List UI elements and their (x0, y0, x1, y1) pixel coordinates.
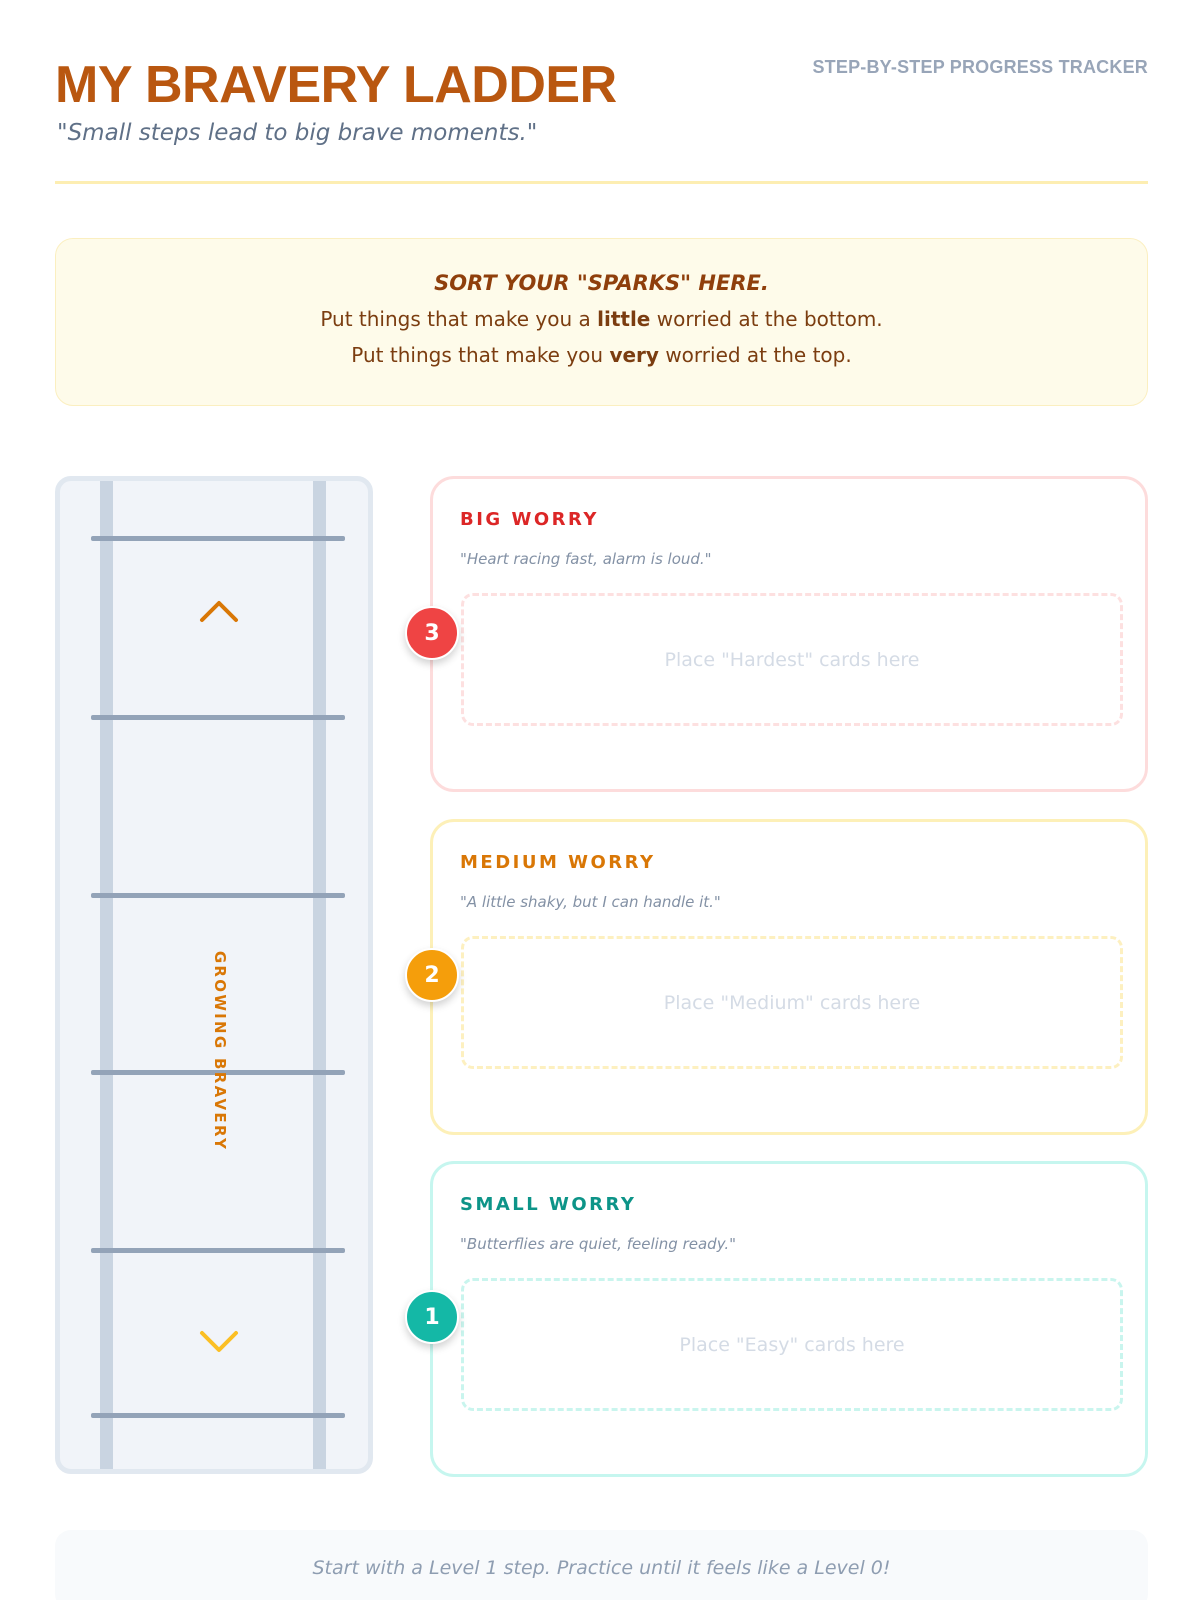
level-quote: "Heart racing fast, alarm is loud." (460, 550, 712, 568)
chevron-up-icon (198, 598, 240, 624)
instructions-line-2-bold: very (609, 343, 659, 367)
level-title: SMALL WORRY (460, 1194, 637, 1215)
level-quote: "Butterflies are quiet, feeling ready." (460, 1235, 737, 1253)
ladder-rung (91, 1413, 345, 1418)
level-badge-1: 1 (405, 1290, 459, 1344)
instructions-line-1-bold: little (597, 307, 651, 331)
chevron-down-icon (198, 1329, 240, 1355)
page-subtitle: "Small steps lead to big brave moments." (57, 120, 538, 146)
ladder-rail-left (100, 481, 113, 1469)
instructions-line-2-pre: Put things that make you (351, 343, 610, 367)
ladder-rail-right (313, 481, 326, 1469)
page-header (55, 50, 1148, 184)
level-badge-3: 3 (405, 606, 459, 660)
level-title: MEDIUM WORRY (460, 852, 656, 873)
instructions-line-1-pre: Put things that make you a (320, 307, 598, 331)
dropzone-placeholder: Place "Medium" cards here (663, 991, 921, 1014)
tracker-label: STEP-BY-STEP PROGRESS TRACKER (812, 57, 1148, 77)
ladder-rung (91, 1248, 345, 1253)
ladder-rung (91, 715, 345, 720)
instructions-line-2-post: worried at the top. (658, 343, 852, 367)
instructions-line-2 (56, 343, 1147, 367)
ladder-rung (91, 893, 345, 898)
dropzone-hardest[interactable] (461, 593, 1123, 726)
instructions-heading: SORT YOUR "SPARKS" HERE. (434, 271, 769, 295)
dropzone-easy[interactable] (461, 1278, 1123, 1411)
footer-tip (55, 1530, 1148, 1600)
level-quote: "A little shaky, but I can handle it." (460, 893, 721, 911)
ladder-graphic (55, 476, 373, 1474)
dropzone-placeholder: Place "Easy" cards here (679, 1333, 905, 1356)
instructions-line-1 (56, 307, 1147, 331)
growing-bravery-text: GROWING BRAVERY (211, 950, 229, 1152)
footer-text: Start with a Level 1 step. Practice until it feels like a Level 0! (312, 1557, 891, 1579)
level-card-medium-worry (430, 819, 1148, 1135)
dropzone-medium[interactable] (461, 936, 1123, 1069)
instructions-box (55, 238, 1148, 406)
instructions-line-1-post: worried at the bottom. (650, 307, 883, 331)
dropzone-placeholder: Place "Hardest" cards here (664, 648, 920, 671)
level-card-small-worry (430, 1161, 1148, 1477)
level-badge-2: 2 (405, 948, 459, 1002)
level-title: BIG WORRY (460, 509, 599, 530)
level-card-big-worry (430, 476, 1148, 792)
ladder-rung (91, 536, 345, 541)
page-title: MY BRAVERY LADDER (55, 56, 617, 114)
